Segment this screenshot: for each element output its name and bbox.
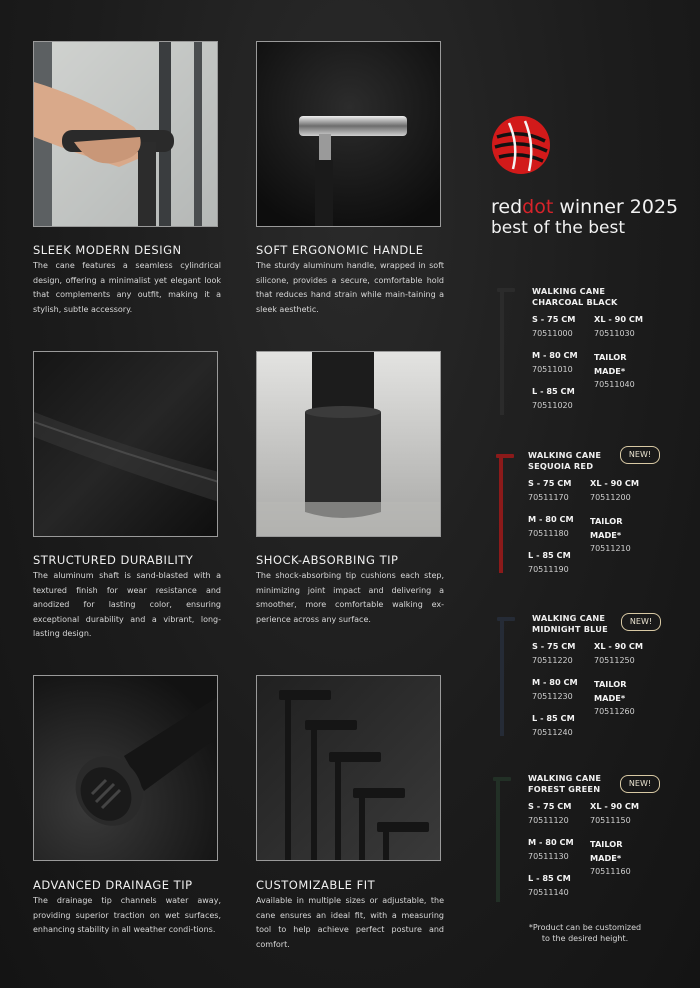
size-m: M - 80 CM bbox=[528, 837, 574, 847]
feature-title-4: SHOCK-ABSORBING TIP bbox=[256, 553, 399, 567]
photo-rubber-tip bbox=[256, 351, 441, 537]
code-l: 70511020 bbox=[532, 401, 573, 410]
new-badge: NEW! bbox=[620, 446, 660, 464]
code-l: 70511240 bbox=[532, 728, 573, 737]
product-name: WALKING CANE FOREST GREEN bbox=[528, 773, 602, 794]
feature-title-3: STRUCTURED DURABILITY bbox=[33, 553, 194, 567]
photo-drainage-tip bbox=[33, 675, 218, 861]
cane-image-red bbox=[496, 450, 518, 580]
cane-image-blue bbox=[497, 613, 519, 743]
photo-hand-on-handle bbox=[33, 41, 218, 227]
code-s: 70511120 bbox=[528, 816, 569, 825]
code-tailor: 70511160 bbox=[590, 867, 631, 876]
code-s: 70511170 bbox=[528, 493, 569, 502]
feature-text-3: The aluminum shaft is sand-blasted with a textured finish for wear resistance and anodized for lasting color, ensuring exceptional durability and a vibrant, long-lasting design. bbox=[33, 571, 221, 638]
feature-title-6: CUSTOMIZABLE FIT bbox=[256, 878, 376, 892]
code-m: 70511010 bbox=[532, 365, 573, 374]
size-l: L - 85 CM bbox=[532, 713, 575, 723]
product-forest-green bbox=[493, 775, 663, 935]
product-midnight-blue bbox=[497, 613, 667, 773]
size-l: L - 85 CM bbox=[528, 873, 571, 883]
size-s: S - 75 CM bbox=[532, 641, 576, 651]
code-xl: 70511150 bbox=[590, 816, 631, 825]
code-tailor: 70511040 bbox=[594, 380, 635, 389]
size-xl: XL - 90 CM bbox=[594, 641, 644, 651]
code-xl: 70511030 bbox=[594, 329, 635, 338]
photo-shaft-texture bbox=[33, 351, 218, 537]
code-tailor: 70511260 bbox=[594, 707, 635, 716]
photo-ergonomic-handle bbox=[256, 41, 441, 227]
feature-title-5: ADVANCED DRAINAGE TIP bbox=[33, 878, 193, 892]
feature-title-1: SLEEK MODERN DESIGN bbox=[33, 243, 182, 257]
product-name: WALKING CANE CHARCOAL BLACK bbox=[532, 286, 618, 307]
size-l: L - 85 CM bbox=[532, 386, 575, 396]
award-red: red bbox=[491, 196, 523, 218]
cane-image-green bbox=[493, 775, 515, 905]
product-name: WALKING CANE MIDNIGHT BLUE bbox=[532, 613, 608, 634]
photo-cane-sizes bbox=[256, 675, 441, 861]
code-m: 70511230 bbox=[532, 692, 573, 701]
code-s: 70511220 bbox=[532, 656, 573, 665]
award-winner: winner 2025 bbox=[559, 196, 679, 218]
size-tailor: TAILOR MADE* bbox=[590, 839, 623, 863]
size-xl: XL - 90 CM bbox=[590, 801, 640, 811]
size-m: M - 80 CM bbox=[528, 514, 574, 524]
size-tailor: TAILOR MADE* bbox=[590, 516, 623, 540]
product-sequoia-red bbox=[496, 450, 666, 610]
reddot-logo bbox=[491, 115, 551, 175]
product-charcoal-black bbox=[497, 286, 667, 446]
footnote: *Product can be customized to the desired height. bbox=[528, 923, 642, 943]
size-s: S - 75 CM bbox=[532, 314, 576, 324]
feature-text-2: The sturdy aluminum handle, wrapped in soft silicone, provides a secure, comfortable hold that reduces hand strain while main-taining a sleek aesthetic. bbox=[256, 261, 444, 314]
new-badge: NEW! bbox=[620, 775, 660, 793]
feature-title-2: SOFT ERGONOMIC HANDLE bbox=[256, 243, 424, 257]
award-line-1 bbox=[491, 196, 678, 218]
size-xl: XL - 90 CM bbox=[590, 478, 640, 488]
feature-text-5: The drainage tip channels water away, providing superior traction on wet surfaces, enhancing stability in all weather condi-tions. bbox=[33, 896, 221, 934]
code-xl: 70511200 bbox=[590, 493, 631, 502]
size-m: M - 80 CM bbox=[532, 350, 578, 360]
size-tailor: TAILOR MADE* bbox=[594, 679, 627, 703]
new-badge: NEW! bbox=[621, 613, 661, 631]
feature-text-1: The cane features a seamless cylindrical design, offering a minimalist yet elegant look that complements any outfit, making it a stylish, subtle accessory. bbox=[33, 261, 221, 314]
code-xl: 70511250 bbox=[594, 656, 635, 665]
size-s: S - 75 CM bbox=[528, 478, 572, 488]
cane-image-charcoal bbox=[497, 286, 519, 416]
code-tailor: 70511210 bbox=[590, 544, 631, 553]
award-line-2: best of the best bbox=[491, 218, 626, 238]
size-m: M - 80 CM bbox=[532, 677, 578, 687]
code-s: 70511000 bbox=[532, 329, 573, 338]
size-tailor: TAILOR MADE* bbox=[594, 352, 627, 376]
feature-text-4: The shock-absorbing tip cushions each step, minimizing joint impact and delivering a smoother, more comfortable walking ex-perience across any surface. bbox=[256, 571, 444, 624]
product-name: WALKING CANE SEQUOIA RED bbox=[528, 450, 602, 471]
size-l: L - 85 CM bbox=[528, 550, 571, 560]
feature-text-6: Available in multiple sizes or adjustable, the cane ensures an ideal fit, with a measuring tool to help achieve perfect posture and comfort. bbox=[256, 896, 444, 949]
code-m: 70511130 bbox=[528, 852, 569, 861]
code-l: 70511140 bbox=[528, 888, 569, 897]
size-s: S - 75 CM bbox=[528, 801, 572, 811]
code-m: 70511180 bbox=[528, 529, 569, 538]
award-dot: dot bbox=[522, 196, 554, 218]
size-xl: XL - 90 CM bbox=[594, 314, 644, 324]
code-l: 70511190 bbox=[528, 565, 569, 574]
